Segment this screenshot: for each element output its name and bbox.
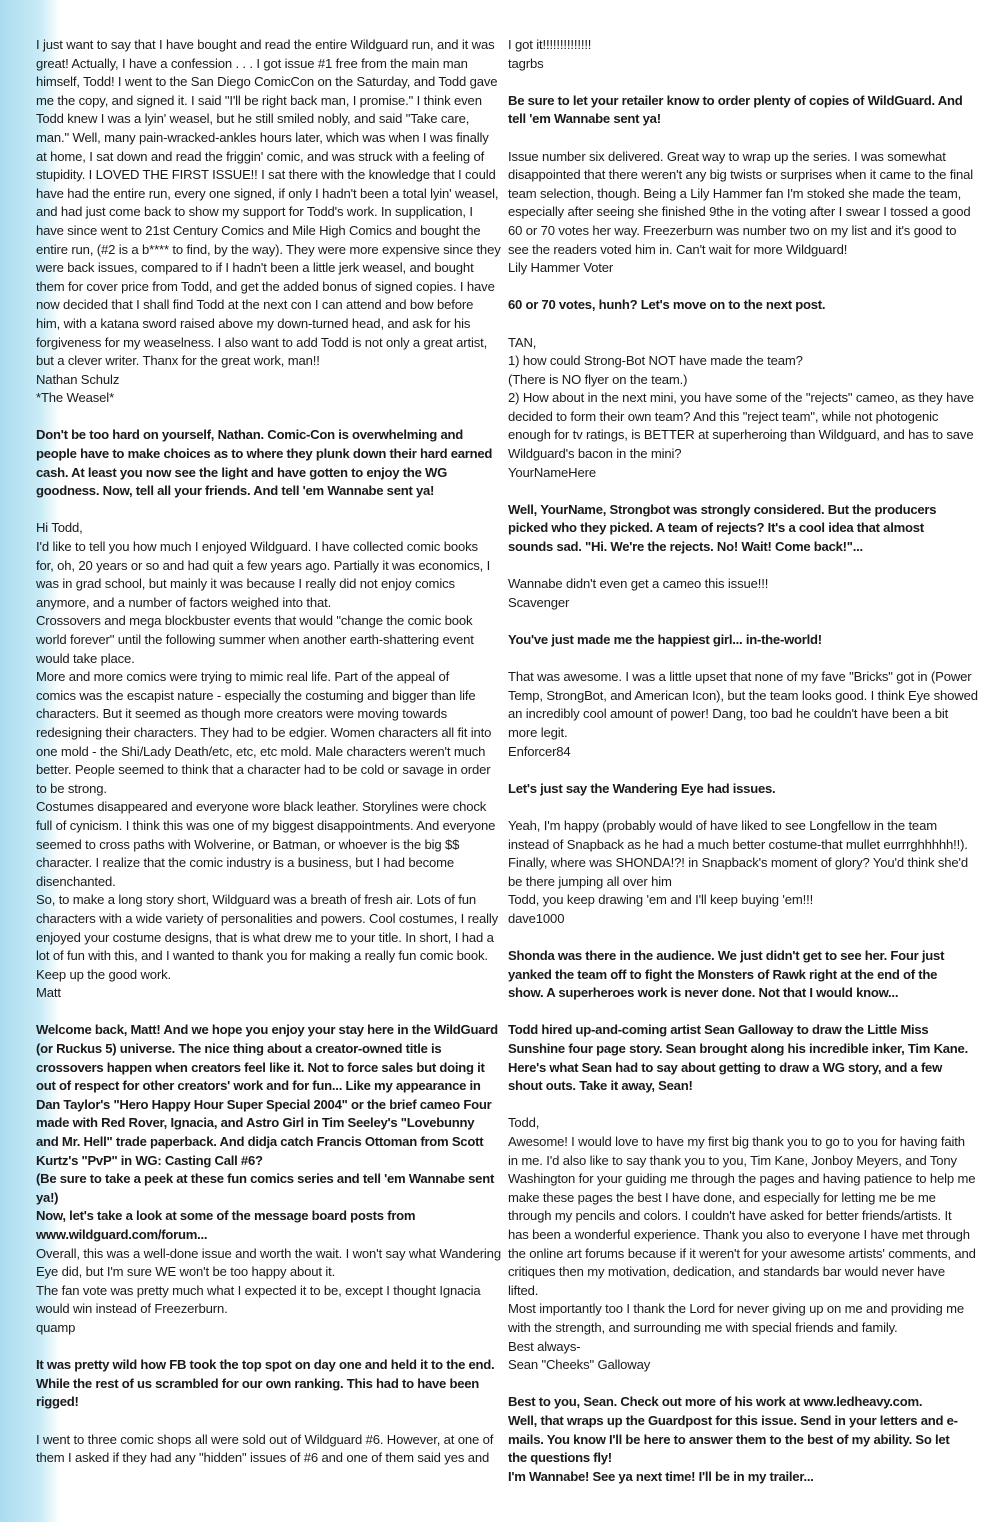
text-line: I just want to say that I have bought and read the entire Wildguard run, and it was xyxy=(36,37,495,52)
text-line: Here's what Sean had to say about getting to draw a WG story, and a few xyxy=(508,1059,943,1075)
text-line: one mold - the Shi/Lady Death/etc, etc, etc mold. Male characters weren't much xyxy=(36,743,486,759)
text-line: at home, I sat down and read the friggin' comic, and was struck with a feeling of xyxy=(36,148,485,164)
text-line: world forever" until the following summer when another earth-shattering event xyxy=(36,632,474,647)
text-line: dave1000 xyxy=(508,910,565,926)
text-line: were back issues, compared to if I hadn't been a little jerk weasel, and bought xyxy=(36,260,474,276)
text-line: Issue number six delivered. Great way to wrap up the series. I was somewhat xyxy=(508,148,946,164)
text-line: 60 or 70 votes, hunh? Let's move on to the next post. xyxy=(508,297,826,313)
text-line: www.wildguard.com/forum... xyxy=(36,1227,208,1242)
text-line: lifted. xyxy=(508,1282,539,1298)
text-line: was in grad school, but mainly it was because I really did not enjoy comics xyxy=(36,576,455,592)
text-line: out of respect for other creators' work and for fun... Like my appearance in xyxy=(36,1078,481,1094)
text-line: lot of fun with this, and I wanted to thank you for making a really fun comic book. xyxy=(36,948,488,964)
text-line: Eye did, but I'm sure WE won't be too happy about it. xyxy=(36,1264,336,1280)
text-line: entire run, (#2 is a b**** to find, by the way). They were more expensive since they xyxy=(36,241,501,257)
editor-reply xyxy=(508,947,970,1003)
text-line: Well, YourName, Strongbot was strongly considered. But the producers xyxy=(508,501,937,517)
text-line: Todd, xyxy=(508,1115,540,1131)
text-line: better. People seemed to think that a character had to be cold or savage in order xyxy=(36,762,491,778)
text-line: critiques then my motivation, dedication, and standards bar would never have xyxy=(508,1264,945,1280)
editor-reply xyxy=(508,780,970,799)
reader-letter xyxy=(508,148,974,278)
editor-reply xyxy=(508,296,970,315)
text-line: in me. I'd also like to say thank you to you, Tim Kane, Jonboy Meyers, and Tony xyxy=(508,1152,957,1168)
text-line: people have to make choices as to where they plunk down their hard earned xyxy=(36,446,493,462)
text-line: I'm Wannabe! See ya next time! I'll be in my trailer... xyxy=(508,1468,814,1484)
text-line: Temp, StrongBot, and American Icon), but the team looks good. I think Eye showed xyxy=(508,687,978,703)
text-line: Dan Taylor's "Hero Happy Hour Super Special 2004" or the brief cameo Four xyxy=(36,1096,492,1112)
text-line: Matt xyxy=(36,985,61,1001)
reader-letter xyxy=(36,1431,494,1468)
editor-reply xyxy=(36,1021,498,1244)
text-line: Washington for your guiding me through the pages and having patience to help me xyxy=(508,1171,976,1187)
text-line: You've just made me the happiest girl... in-the-world! xyxy=(508,632,822,647)
text-line: Wannabe didn't even get a cameo this issue!!! xyxy=(508,576,769,592)
reader-letter xyxy=(36,36,501,408)
text-line: show. A superheroes work is never done. Not that I would know... xyxy=(508,985,899,1001)
text-line: Todd, you keep drawing 'em and I'll keep buying 'em!!! xyxy=(508,892,814,908)
text-line: So, to make a long story short, Wildguard was a breath of fresh air. Lots of fun xyxy=(36,892,476,908)
text-line: shout outs. Take it away, Sean! xyxy=(508,1078,693,1094)
text-line: Todd knew I was a lyin' weasel, but he still smiled nobly, and said "Take care, xyxy=(36,111,470,127)
editor-reply xyxy=(508,92,970,129)
text-line: comics was the escapist nature - especially the costuming and bigger than life xyxy=(36,687,476,703)
text-line: Let's just say the Wandering Eye had issues. xyxy=(508,780,776,796)
text-line: him, with a katana sword raised above my down-turned head, and ask for his xyxy=(36,315,471,331)
text-line: *The Weasel* xyxy=(36,390,115,406)
text-line: Wildguard's bacon in the mini? xyxy=(508,446,682,462)
text-line: and Mr. Hell" trade paperback. And didja catch Francis Ottoman from Scott xyxy=(36,1134,484,1150)
text-line: Enforcer84 xyxy=(508,743,571,759)
editor-reply xyxy=(508,1393,970,1486)
text-line: to be strong. xyxy=(36,780,107,796)
text-line: the online art forums because if it weren't for your awesome artists' comments, and xyxy=(508,1245,976,1261)
text-line: instead of Snapback as he had a much better costume-that mullet eurrrghhhhh!!). xyxy=(508,836,968,852)
text-line: them for cover price from Todd, and get the added bonus of signed copies. I have xyxy=(36,278,495,294)
text-line: Costumes disappeared and everyone wore black leather. Storylines were chock xyxy=(36,799,487,815)
text-line: YourNameHere xyxy=(508,464,596,480)
editor-reply xyxy=(508,1021,970,1095)
text-line: Sunshine four page story. Sean brought along his incredible inker, Tim Kane. xyxy=(508,1041,968,1057)
text-line: The fan vote was pretty much what I expected it to be, except I thought Ignacia xyxy=(36,1282,481,1298)
text-line: Kurtz's "PvP" in WG: Casting Call #6? xyxy=(36,1152,263,1168)
text-line: 1) how could Strong-Bot NOT have made the team? xyxy=(508,353,803,369)
text-line: anymore, and a number of factors weighed into that. xyxy=(36,594,332,610)
reader-letter xyxy=(36,1245,501,1338)
text-line: It was pretty wild how FB took the top spot on day one and held it to the end. xyxy=(36,1357,495,1373)
text-line: rigged! xyxy=(36,1394,79,1410)
text-line: 2) How about in the next mini, you have some of the "rejects" cameo, as they have xyxy=(508,390,974,406)
reader-letter xyxy=(508,1114,976,1374)
text-line: Welcome back, Matt! And we hope you enjoy your stay here in the WildGuard xyxy=(36,1022,498,1038)
reader-letter xyxy=(36,519,499,1002)
text-line: but a clever writer. Thanx for the great work, man!! xyxy=(36,353,320,369)
text-line: Overall, this was a well-done issue and worth the wait. I won't say what Wandering xyxy=(36,1245,501,1261)
text-line: forgiveness for my weaselness. I also want to add Todd is not only a great artist, xyxy=(36,334,488,350)
text-line: mails. You know I'll be here to answer them to the best of my ability. So let xyxy=(508,1431,950,1447)
text-line: (Be sure to take a peek at these fun comics series and tell 'em Wannabe sent xyxy=(36,1171,495,1187)
text-line: 60 or 70 votes her way. Freezerburn was number two on my list and it's good to xyxy=(508,222,957,238)
text-line: picked who they picked. A team of rejects? It's a cool idea that almost xyxy=(508,520,924,536)
text-line: Be sure to let your retailer know to order plenty of copies of WildGuard. And xyxy=(508,92,963,108)
editor-reply xyxy=(36,1356,494,1412)
text-line: crossovers happen when creators feel like it. Not to force sales but doing it xyxy=(36,1059,485,1075)
text-line: an incredibly cool amount of power! Dang, too bad he couldn't have been a bit xyxy=(508,706,949,722)
text-line: Nathan Schulz xyxy=(36,371,120,387)
text-line: would take place. xyxy=(36,650,135,666)
text-line: now decided that I shall find Todd at the next con I can attend and bow before xyxy=(36,297,474,313)
text-line: through my pencils and colors. I couldn't have asked for better friends/artists. It xyxy=(508,1208,952,1224)
text-line: tell 'em Wannabe sent ya! xyxy=(508,111,661,127)
left-column xyxy=(36,36,501,1486)
text-line: more legit. xyxy=(508,724,568,740)
text-line: stupidity. I LOVED THE FIRST ISSUE!! I sat there with the knowledge that I could xyxy=(36,167,496,183)
reader-letter xyxy=(508,334,974,483)
text-line: seemed to cross paths with Wolverine, or Batman, or whoever is the big $$ xyxy=(36,836,460,852)
text-line: has been a wonderful experience. Thank you also to everyone I have met through xyxy=(508,1227,970,1242)
text-line: me the copy, and signed it. I said "I'll be right back man, I promise." I think even xyxy=(36,92,482,108)
text-line: Most importantly too I thank the Lord for never giving up on me and providing me xyxy=(508,1301,964,1317)
text-line: Best to you, Sean. Check out more of his work at www.ledheavy.com. xyxy=(508,1394,923,1410)
text-line: disenchanted. xyxy=(36,873,116,889)
editor-reply xyxy=(36,426,494,500)
text-line: disappointed that there weren't any big twists or surprises when it came to the final xyxy=(508,167,974,183)
reader-letter xyxy=(508,668,978,761)
text-line: them I asked if they had any "hidden" issues of #6 and one of them said yes and xyxy=(36,1450,490,1466)
text-line: Sean "Cheeks" Galloway xyxy=(508,1357,651,1373)
text-line: would win instead of Freezerburn. xyxy=(36,1301,228,1317)
text-line: himself, Todd! I went to the San Diego ComicCon on the Saturday, and Todd gave xyxy=(36,74,498,90)
right-column xyxy=(508,36,978,1505)
text-line: make these pages the best I have done, and especially for letting me be me xyxy=(508,1189,936,1205)
text-line: Don't be too hard on yourself, Nathan. Comic-Con is overwhelming and xyxy=(36,427,463,443)
text-line: with the strength, and surrounding me with special friends and family. xyxy=(508,1319,898,1335)
text-line: Lily Hammer Voter xyxy=(508,260,614,276)
text-line: I got it!!!!!!!!!!!!!! xyxy=(508,37,592,52)
text-line: Well, that wraps up the Guardpost for this issue. Send in your letters and e- xyxy=(508,1412,958,1428)
text-line: be there jumping all over him xyxy=(508,873,672,889)
editor-reply xyxy=(508,631,970,650)
text-line: especially after seeing she finished 9the in the voting after I swear I tossed a good xyxy=(508,204,971,220)
text-line: and had just come back to show my support for Todd's work. In supplication, I xyxy=(36,204,473,220)
text-line: team selection, though. Being a Lily Hammer fan I'm stoked she made the team, xyxy=(508,185,962,201)
text-line: (There is NO flyer on the team.) xyxy=(508,371,688,387)
text-line: That was awesome. I was a little upset that none of my fave "Bricks" got in (Power xyxy=(508,669,972,685)
text-line: More and more comics were trying to mimic real life. Part of the appeal of xyxy=(36,669,450,685)
text-line: have had the entire run, every one signed, if only I hadn't been a total lyin' weasel, xyxy=(36,185,499,201)
reader-letter xyxy=(508,817,970,929)
text-line: enough for tv ratings, is BETTER at superheroing than Wildguard, and has to save xyxy=(508,427,974,443)
text-line: quamp xyxy=(36,1319,76,1335)
text-line: cash. At least you now see the light and have gotten to enjoy the WG xyxy=(36,464,448,480)
text-line: goodness. Now, tell all your friends. And tell 'em Wannabe sent ya! xyxy=(36,483,435,499)
text-line: full of cynicism. I think this was one of my biggest disappointments. And everyone xyxy=(36,817,496,833)
text-line: Shonda was there in the audience. We just didn't get to see her. Four just xyxy=(508,948,945,964)
reader-letter xyxy=(508,36,970,73)
text-line: Hi Todd, xyxy=(36,520,83,536)
text-line: character. I realize that the comic industry is a business, but I had become xyxy=(36,855,455,871)
text-line: redesigning their characters. They had to be edgier. Women characters all fit into xyxy=(36,724,492,740)
text-line: for, oh, 20 years or so and had quit a few years ago. Partially it was economics, I xyxy=(36,557,491,573)
text-line: Finally, where was SHONDA!?! in Snapback's moment of glory? You'd think she'd xyxy=(508,855,969,871)
text-line: made with Red Rover, Ignacia, and Astro Girl in Tim Seeley's "Lovebunny xyxy=(36,1115,475,1131)
text-line: see the readers voted him in. Can't wait for more Wildguard! xyxy=(508,241,848,257)
editor-reply xyxy=(508,501,970,557)
reader-letter xyxy=(508,575,970,612)
text-line: While the rest of us scrambled for our own ranking. This had to have been xyxy=(36,1375,480,1391)
text-line: Awesome! I would love to have my first big thank you to go to you for having faith xyxy=(508,1134,965,1150)
text-line: yanked the team off to fight the Monsters of Rawk right at the end of the xyxy=(508,966,938,982)
text-line: Scavenger xyxy=(508,594,570,610)
text-line: (or Ruckus 5) universe. The nice thing about a creator-owned title is xyxy=(36,1041,442,1057)
text-line: sounds sad. "Hi. We're the rejects. No! Wait! Come back!"... xyxy=(508,539,863,555)
text-line: tagrbs xyxy=(508,55,544,71)
text-line: Keep up the good work. xyxy=(36,966,172,982)
text-line: great! Actually, I have a confession . . . I got issue #1 free from the main man xyxy=(36,55,468,71)
text-line: ya!) xyxy=(36,1189,59,1205)
text-line: Yeah, I'm happy (probably would of have liked to see Longfellow in the team xyxy=(508,817,937,833)
text-line: TAN, xyxy=(508,334,537,350)
text-line: I'd like to tell you how much I enjoyed Wildguard. I have collected comic books xyxy=(36,539,478,555)
text-line: characters. But it seemed as though more creators were moving towards xyxy=(36,706,448,722)
text-line: Crossovers and mega blockbuster events that would "change the comic book xyxy=(36,613,473,629)
text-line: characters with a wide variety of personalities and powers. Cool costumes, I really xyxy=(36,910,499,926)
text-line: Now, let's take a look at some of the message board posts from xyxy=(36,1208,416,1224)
text-line: decided to form their own team? And this "reject team", while not photogenic xyxy=(508,408,939,424)
text-line: have since went to 21st Century Comics and Mile High Comics and bought the xyxy=(36,222,481,238)
text-line: Best always- xyxy=(508,1338,581,1354)
text-line: the questions fly! xyxy=(508,1450,612,1466)
text-line: man." Well, many pain-wracked-ankles hours later, which was when I was finally xyxy=(36,129,489,145)
text-line: enjoyed your costume designs, that is what drew me to your title. In short, I had a xyxy=(36,929,494,945)
text-line: Todd hired up-and-coming artist Sean Galloway to draw the Little Miss xyxy=(508,1022,929,1038)
text-line: I went to three comic shops all were sold out of Wildguard #6. However, at one of xyxy=(36,1431,494,1447)
